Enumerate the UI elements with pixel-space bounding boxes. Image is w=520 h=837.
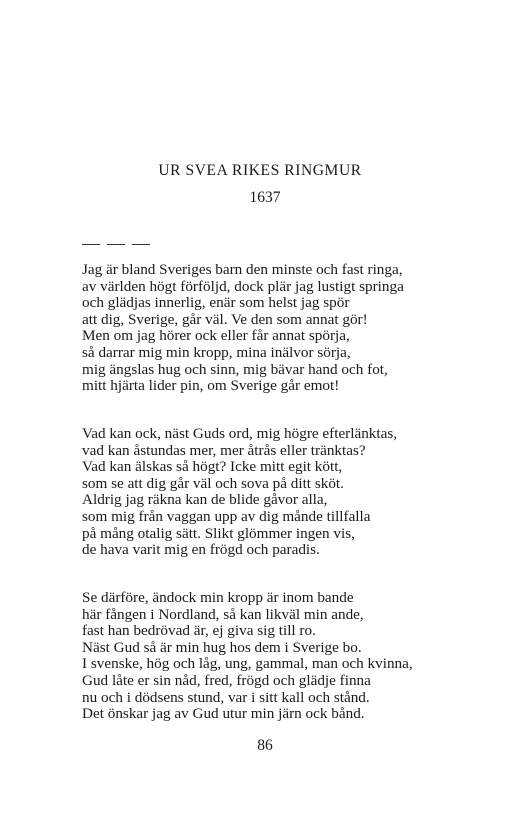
verse-line: Näst Gud så är min hug hos dem i Sverige bo. [82,638,362,656]
verse-line: som se att dig går väl och sova på ditt sköt. [82,474,344,492]
verse-line: fast han bedrövad är, ej giva sig till ro. [82,622,316,640]
page-number: 86 [257,737,273,754]
verse-line: Se därföre, ändock min kropp är inom bande [82,589,354,606]
stanza-3 [82,590,413,723]
stanza-2 [82,426,397,559]
verse-line: Vad kan älskas så högt? Icke mitt egit kött, [82,458,343,476]
verse-line: Det önskar jag av Gud utur min järn ock bånd. [82,705,365,723]
verse-line: Vad kan ock, näst Guds ord, mig högre efterlänktas, [82,425,398,442]
verse-line: vad kan åstundas mer, mer åtrås eller tränktas? [82,441,366,459]
verse-line: och glädjas innerlig, enär som helst jag spör [82,294,350,312]
poem-year: 1637 [249,189,281,206]
verse-line: I svenske, hög och låg, ung, gammal, man och kvinna, [82,655,413,673]
verse-line: de hava varit mig en frögd och paradis. [82,541,320,559]
verse-line: här fången i Nordland, så kan likväl min ande, [82,605,364,623]
verse-line: som mig från vaggan upp av dig månde tillfalla [82,507,371,525]
stanza-1 [82,262,404,395]
poem-title: UR SVEA RIKES RINGMUR [158,162,362,179]
omission-dashes [82,244,150,246]
verse-line: mitt hjärta lider pin, om Sverige går emot! [82,377,340,395]
verse-line: Jag är bland Sveriges barn den minste och fast ringa, [82,261,403,278]
verse-line: på mång otalig sätt. Slikt glömmer ingen vis, [82,524,355,542]
verse-line: av världen högt förföljd, dock plär jag lustigt springa [82,277,404,295]
verse-line: mig ängslas hug och sinn, mig bävar hand och fot, [82,360,388,378]
verse-line: nu och i dödsens stund, var i sitt kall och stånd. [82,688,370,706]
verse-line: att dig, Sverige, går väl. Ve den som annat gör! [82,310,368,328]
verse-line: Aldrig jag räkna kan de blide gåvor alla, [82,491,328,509]
verse-line: Gud låte er sin nåd, fred, frögd och glädje finna [82,671,371,689]
verse-line: så darrar mig min kropp, mina inälvor sörja, [82,343,351,361]
verse-line: Men om jag hörer ock eller får annat spörja, [82,327,350,345]
